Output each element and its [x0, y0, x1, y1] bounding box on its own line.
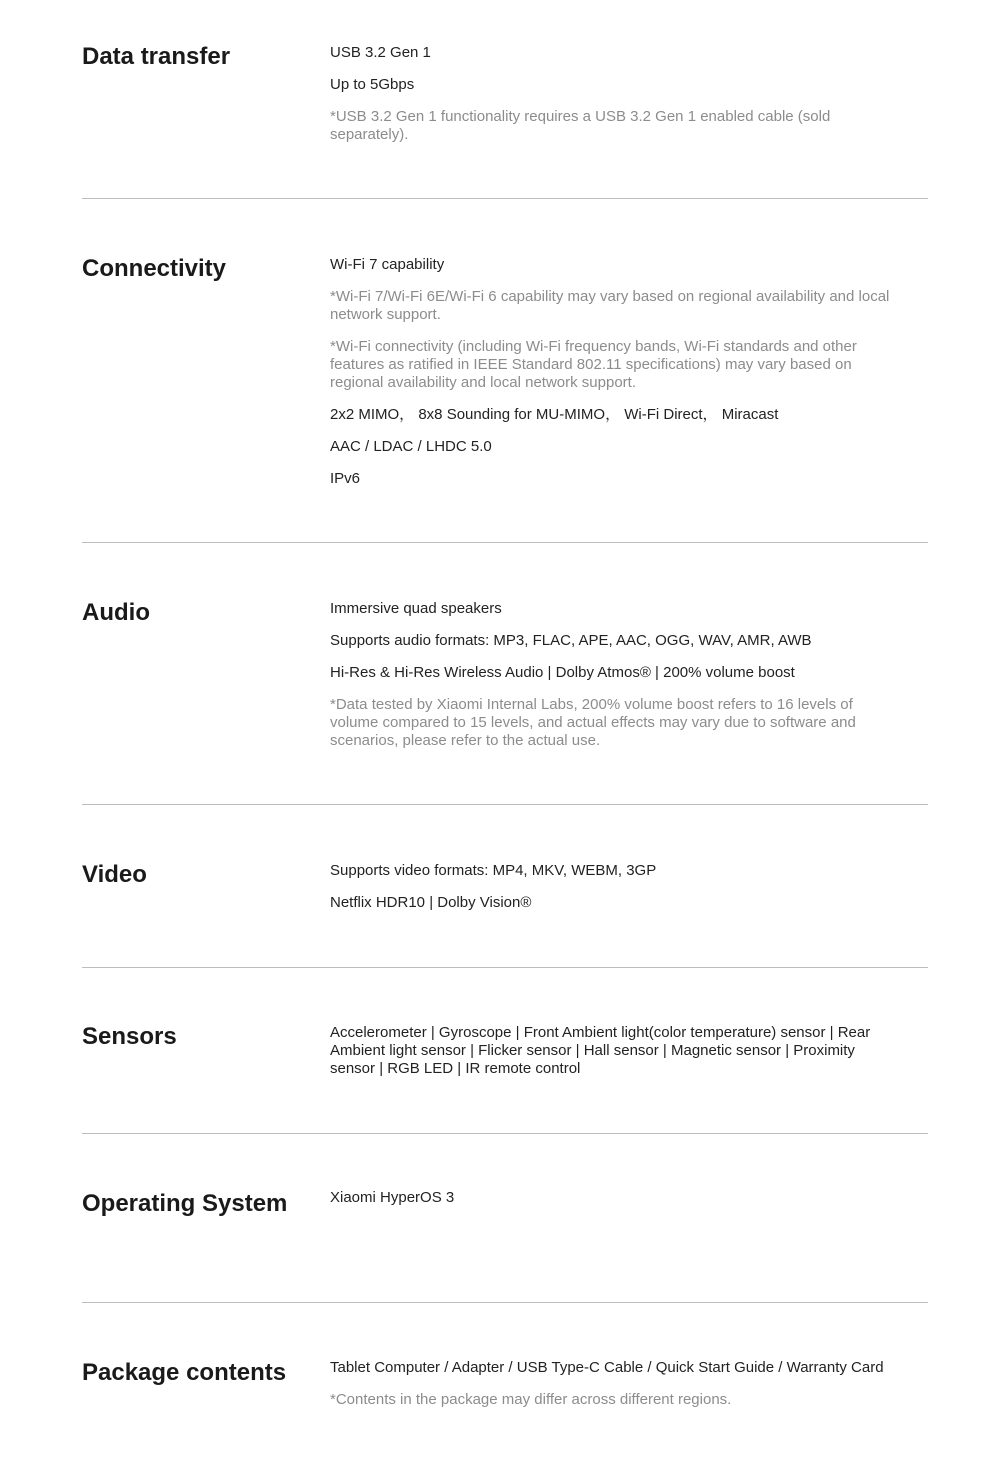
section-body	[330, 1359, 890, 1423]
section-body	[330, 1024, 890, 1092]
section-title: Connectivity	[82, 255, 227, 282]
section-body	[330, 256, 890, 502]
section-divider	[82, 198, 928, 199]
section-title: Video	[82, 861, 147, 888]
spec-footnote: *Contents in the package may differ across different regions.	[330, 1391, 732, 1408]
spec-footnote: *Data tested by Xiaomi Internal Labs, 200% volume boost refers to 16 levels of volume compared to 15 levels, and actual effects may vary due to software and scenarios, please refer to the actual use.	[330, 696, 856, 749]
section-divider	[82, 804, 928, 805]
spec-item: Xiaomi HyperOS 3	[330, 1189, 455, 1206]
section-divider	[82, 542, 928, 543]
section-divider	[82, 1302, 928, 1303]
spec-item: Immersive quad speakers	[330, 600, 502, 617]
section-body	[330, 862, 890, 926]
spec-item: IPv6	[330, 470, 361, 487]
spec-item: Supports audio formats: MP3, FLAC, APE, AAC, OGG, WAV, AMR, AWB	[330, 632, 812, 649]
spec-item: USB 3.2 Gen 1	[330, 44, 431, 61]
spec-item: Up to 5Gbps	[330, 76, 415, 93]
spec-item: Wi-Fi 7 capability	[330, 256, 445, 273]
section-title: Operating System	[82, 1190, 288, 1217]
spec-item: 2x2 MIMO， 8x8 Sounding for MU-MIMO， Wi-Fi Direct， Miracast	[330, 406, 779, 423]
section-title: Data transfer	[82, 43, 231, 70]
section-title: Audio	[82, 599, 150, 626]
spec-item: Netflix HDR10 | Dolby Vision®	[330, 894, 532, 911]
spec-item: AAC / LDAC / LHDC 5.0	[330, 438, 492, 455]
section-title: Package contents	[82, 1359, 287, 1386]
spec-footnote: *Wi-Fi 7/Wi-Fi 6E/Wi-Fi 6 capability may vary based on regional availability and local network support.	[330, 288, 890, 323]
spec-item: Hi-Res & Hi-Res Wireless Audio | Dolby Atmos® | 200% volume boost	[330, 664, 795, 681]
section-body	[330, 600, 890, 764]
spec-footnote: *USB 3.2 Gen 1 functionality requires a USB 3.2 Gen 1 enabled cable (sold separately).	[330, 108, 831, 143]
spec-item: Supports video formats: MP4, MKV, WEBM, 3GP	[330, 862, 657, 879]
spec-item: Tablet Computer / Adapter / USB Type-C Cable / Quick Start Guide / Warranty Card	[330, 1359, 884, 1376]
section-divider	[82, 1133, 928, 1134]
section-title: Sensors	[82, 1023, 177, 1050]
section-divider	[82, 967, 928, 968]
spec-footnote: *Wi-Fi connectivity (including Wi-Fi frequency bands, Wi-Fi standards and other features as ratified in IEEE Standard 802.11 specifications) may vary based on regional availability and local network support.	[330, 338, 857, 391]
spec-item: Accelerometer | Gyroscope | Front Ambient light(color temperature) sensor | Rear Ambient light sensor | Flicker sensor | Hall sensor | Magnetic sensor | Proximity sensor | RGB LED | IR remote control	[330, 1024, 871, 1077]
section-body	[330, 1189, 890, 1221]
section-body	[330, 44, 890, 158]
